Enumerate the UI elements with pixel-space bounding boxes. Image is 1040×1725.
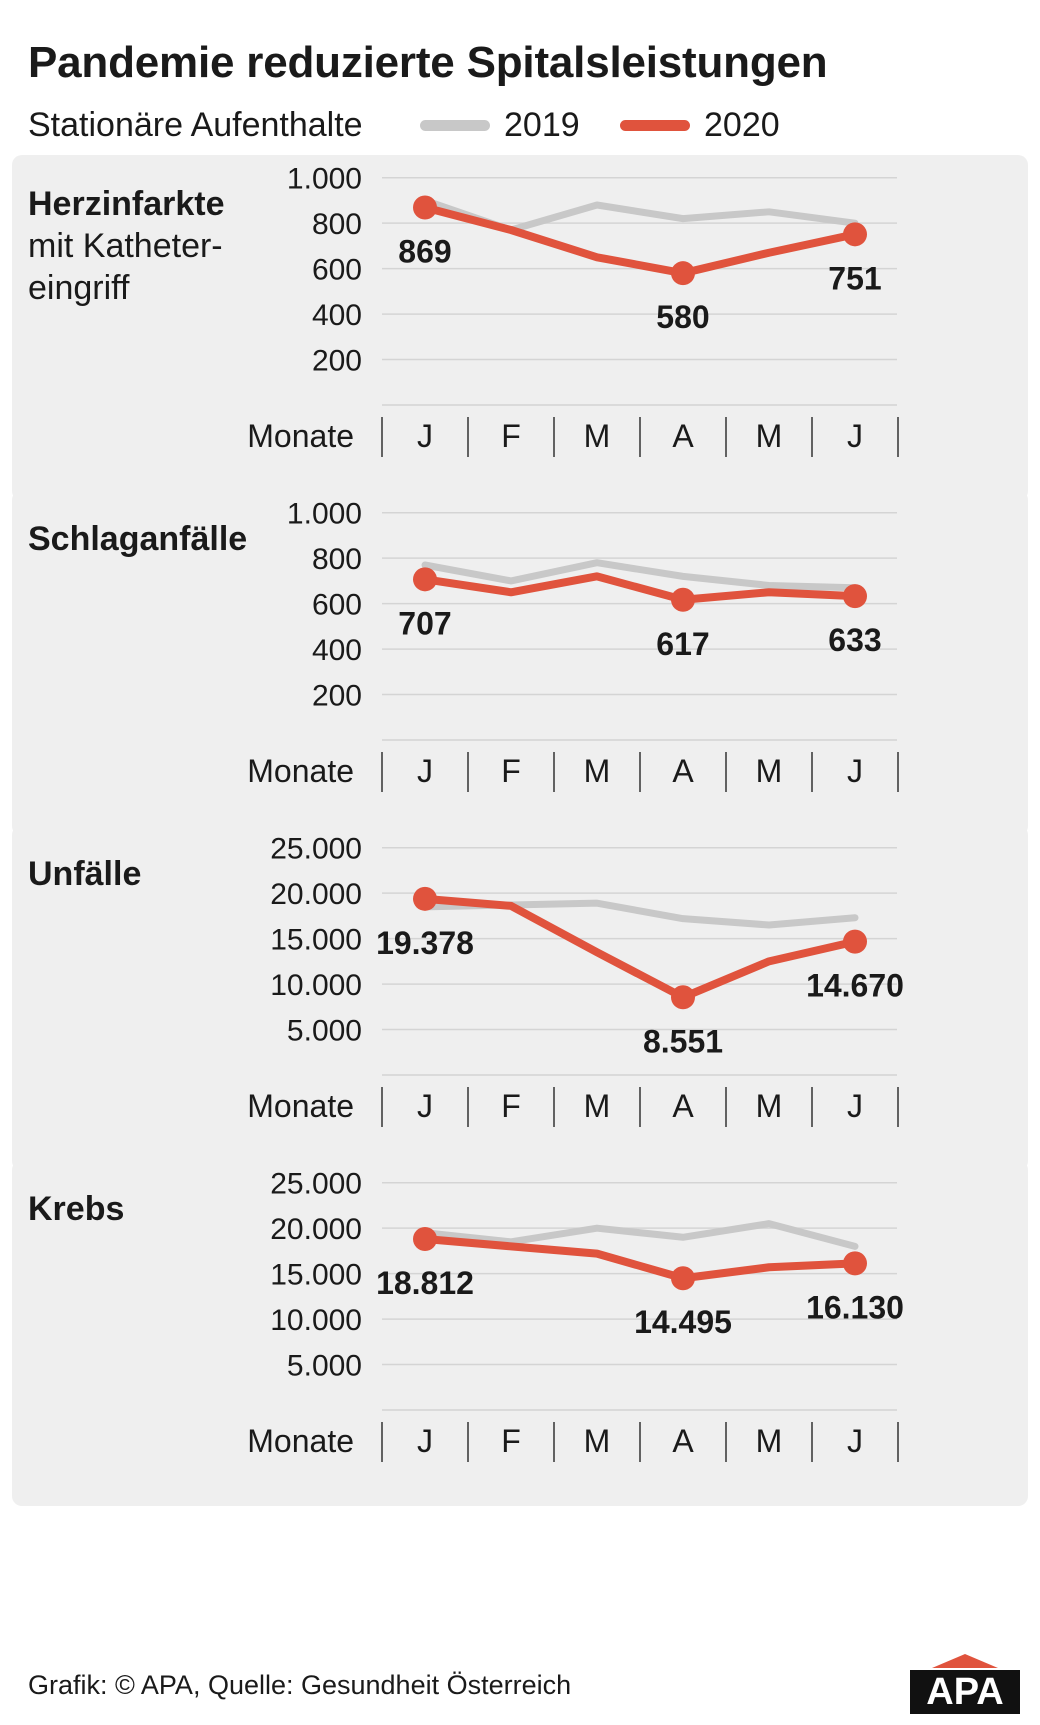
data-point xyxy=(413,567,437,591)
x-tick-label: J xyxy=(847,753,863,789)
data-point xyxy=(671,588,695,612)
data-label: 14.495 xyxy=(634,1304,732,1341)
x-tick-label: M xyxy=(755,753,783,789)
x-tick-label: J xyxy=(417,1423,433,1459)
data-point xyxy=(413,1227,437,1251)
x-tick-label: M xyxy=(755,418,783,454)
legend-label-2019: 2019 xyxy=(504,106,580,144)
x-tick-label: M xyxy=(583,1423,611,1459)
y-tick-label: 20.000 xyxy=(270,878,362,912)
page-subtitle: Stationäre Aufenthalte xyxy=(28,106,363,144)
y-tick-label: 800 xyxy=(311,208,362,242)
x-tick-label: A xyxy=(672,1423,694,1459)
x-tick-label: M xyxy=(755,1088,783,1124)
x-tick-label: J xyxy=(847,1088,863,1124)
chart-plot xyxy=(12,825,1028,1171)
x-axis-label: Monate xyxy=(247,753,354,789)
x-tick-label: F xyxy=(501,418,521,454)
x-tick-label: J xyxy=(417,753,433,789)
chart-title-line-3: eingriff xyxy=(28,269,130,307)
x-tick-label: F xyxy=(501,1088,521,1124)
y-tick-label: 5.000 xyxy=(286,1349,362,1383)
data-label: 869 xyxy=(398,233,452,270)
y-tick-label: 25.000 xyxy=(270,1167,362,1201)
x-tick-label: A xyxy=(672,418,694,454)
chart-plot xyxy=(12,490,1028,836)
y-tick-label: 15.000 xyxy=(270,1258,362,1292)
legend-item-2019 xyxy=(420,106,580,145)
y-tick-label: 400 xyxy=(311,299,362,333)
chart-title-main: Herzinfarkte xyxy=(28,185,225,223)
data-point xyxy=(843,930,867,954)
data-label: 580 xyxy=(656,299,710,336)
data-label: 617 xyxy=(656,625,710,662)
data-label: 8.551 xyxy=(642,1023,724,1060)
data-point xyxy=(413,887,437,911)
x-axis-label: Monate xyxy=(247,1423,354,1459)
x-tick-label: F xyxy=(501,1423,521,1459)
page-title: Pandemie reduzierte Spitalsleistungen xyxy=(28,38,828,87)
data-point xyxy=(843,584,867,608)
chart-title-main: Unfälle xyxy=(28,855,142,893)
x-tick-label: M xyxy=(583,753,611,789)
x-tick-label: M xyxy=(583,1088,611,1124)
chart-panel-krebs xyxy=(12,1160,1028,1506)
legend-label-2020: 2020 xyxy=(704,106,780,144)
x-tick-label: A xyxy=(672,1088,694,1124)
data-point xyxy=(671,985,695,1009)
x-tick-label: A xyxy=(672,753,694,789)
data-point xyxy=(671,261,695,285)
data-point xyxy=(843,1251,867,1275)
apa-logo xyxy=(910,1652,1020,1714)
chart-panel-unfaelle xyxy=(12,825,1028,1171)
data-label: 751 xyxy=(828,260,882,297)
chart-title-line-2: mit Katheter- xyxy=(28,227,223,265)
x-axis-label: Monate xyxy=(247,1088,354,1124)
y-tick-label: 1.000 xyxy=(286,497,362,531)
chart-title-main: Krebs xyxy=(28,1190,125,1228)
y-tick-label: 400 xyxy=(311,634,362,668)
y-tick-label: 10.000 xyxy=(270,1304,362,1338)
y-tick-label: 200 xyxy=(311,679,362,713)
y-tick-label: 10.000 xyxy=(270,969,362,1003)
data-label: 633 xyxy=(828,622,882,659)
footer-credit: Grafik: © APA, Quelle: Gesundheit Österreich xyxy=(28,1670,572,1700)
chart-plot xyxy=(12,1160,1028,1506)
legend-swatch-2019 xyxy=(420,120,490,131)
data-point xyxy=(671,1266,695,1290)
y-tick-label: 15.000 xyxy=(270,923,362,957)
chart-panel-schlaganfaelle xyxy=(12,490,1028,836)
data-label: 707 xyxy=(398,605,452,642)
apa-logo-text: APA xyxy=(926,1671,1004,1713)
y-tick-label: 5.000 xyxy=(286,1014,362,1048)
apa-logo-roof xyxy=(932,1654,998,1668)
legend-item-2020 xyxy=(620,106,780,145)
data-point xyxy=(413,196,437,220)
x-tick-label: J xyxy=(847,418,863,454)
legend-swatch-2020 xyxy=(620,120,690,131)
data-label: 14.670 xyxy=(806,967,904,1004)
x-tick-label: M xyxy=(755,1423,783,1459)
chart-title-main: Schlaganfälle xyxy=(28,520,248,558)
x-tick-label: J xyxy=(847,1423,863,1459)
y-tick-label: 1.000 xyxy=(286,162,362,196)
x-tick-label: J xyxy=(417,1088,433,1124)
chart-panel-herzinfarkte xyxy=(12,155,1028,501)
data-label: 18.812 xyxy=(376,1264,474,1301)
x-axis-label: Monate xyxy=(247,418,354,454)
series-line-2020 xyxy=(425,1239,855,1278)
y-tick-label: 600 xyxy=(311,588,362,622)
x-tick-label: F xyxy=(501,753,521,789)
x-tick-label: M xyxy=(583,418,611,454)
y-tick-label: 20.000 xyxy=(270,1213,362,1247)
data-point xyxy=(843,222,867,246)
y-tick-label: 200 xyxy=(311,344,362,378)
x-tick-label: J xyxy=(417,418,433,454)
chart-plot xyxy=(12,155,1028,501)
y-tick-label: 600 xyxy=(311,253,362,287)
y-tick-label: 25.000 xyxy=(270,832,362,866)
y-tick-label: 800 xyxy=(311,543,362,577)
data-label: 19.378 xyxy=(376,924,474,961)
data-label: 16.130 xyxy=(806,1289,904,1326)
